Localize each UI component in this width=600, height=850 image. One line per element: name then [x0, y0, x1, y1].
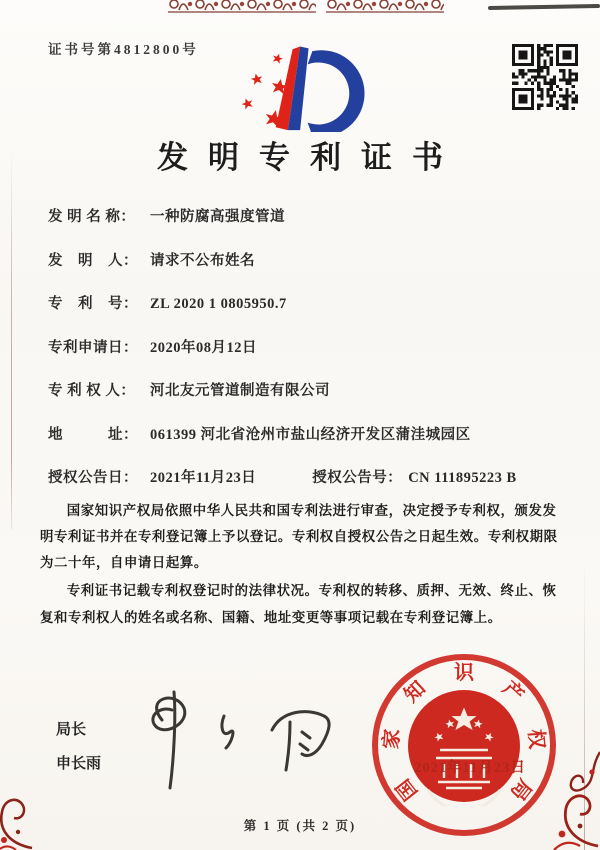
page-number: 第 1 页 (共 2 页) — [243, 819, 357, 833]
national-emblem-icon — [404, 686, 524, 806]
field-filing-date — [48, 336, 568, 380]
field-value: 河北友元管道制造有限公司 — [150, 383, 330, 399]
field-value: 一种防腐高强度管道 — [150, 209, 285, 225]
handwritten-signature-icon — [132, 686, 342, 796]
field-label: 发 明 人： — [48, 252, 138, 269]
field-invention-name — [48, 205, 568, 249]
field-label-grant-no: 授权公告号： — [312, 470, 403, 486]
field-value: 2020年08月12日 — [150, 339, 257, 356]
svg-text:权: 权 — [524, 728, 548, 750]
legal-text — [40, 498, 564, 633]
paper-fold-left — [11, 150, 12, 530]
seal-date: 2021年11月23日 — [414, 760, 526, 776]
field-label: 授权公告日： — [48, 470, 138, 486]
official-seal — [372, 654, 556, 836]
field-label: 发 明 名 称： — [48, 209, 136, 225]
svg-text:家: 家 — [380, 728, 404, 750]
field-label: 专利申请日： — [48, 339, 138, 356]
signer-name: 申长雨 — [56, 756, 102, 772]
field-label: 专 利 号： — [48, 296, 138, 312]
certificate-fields — [48, 205, 568, 510]
field-value: ZL 2020 1 0805950.7 — [150, 296, 287, 312]
legal-paragraph-2: 专利证书记载专利权登记时的法律状况。专利权的转移、质押、无效、终止、恢复和专利权人的姓名或名称、国籍、地址变更等事项记载在专利登记簿上。 — [40, 583, 557, 625]
field-value: 061399 河北省沧州市盐山经济开发区蒲洼城园区 — [150, 426, 471, 443]
field-label: 地 址： — [48, 426, 138, 443]
qr-code-icon — [512, 44, 578, 110]
border-ornament-top-left — [168, 0, 316, 14]
certificate-title: 发明专利证书 — [157, 140, 463, 175]
svg-text:知: 知 — [400, 677, 431, 707]
field-inventor — [48, 249, 568, 293]
field-value-grant-no: CN 111895223 B — [408, 470, 517, 486]
svg-text:国: 国 — [392, 774, 423, 804]
svg-text:产: 产 — [497, 677, 528, 707]
field-address — [48, 423, 568, 467]
field-patentee — [48, 379, 568, 423]
certificate-number: 证书号第4812800号 — [48, 42, 199, 57]
field-label: 专 利 权 人： — [48, 383, 136, 399]
cnipa-logo-icon — [232, 38, 372, 132]
border-ornament-top-right — [326, 0, 444, 14]
legal-paragraph-1: 国家知识产权局依照中华人民共和国专利法进行审查，决定授予专利权，颁发发明专利证书并在专利登记簿上予以登记。专利权自授权公告之日起生效。专利权期限为二十年，自申请日起算。 — [40, 503, 558, 571]
field-value: 请求不公布姓名 — [150, 252, 255, 269]
svg-text:识: 识 — [454, 662, 474, 684]
field-patent-number — [48, 292, 568, 336]
svg-text:局: 局 — [505, 774, 536, 804]
signer-title: 局长 — [56, 722, 87, 738]
field-value: 2021年11月23日 — [150, 470, 257, 486]
page-edge-line — [488, 4, 600, 10]
